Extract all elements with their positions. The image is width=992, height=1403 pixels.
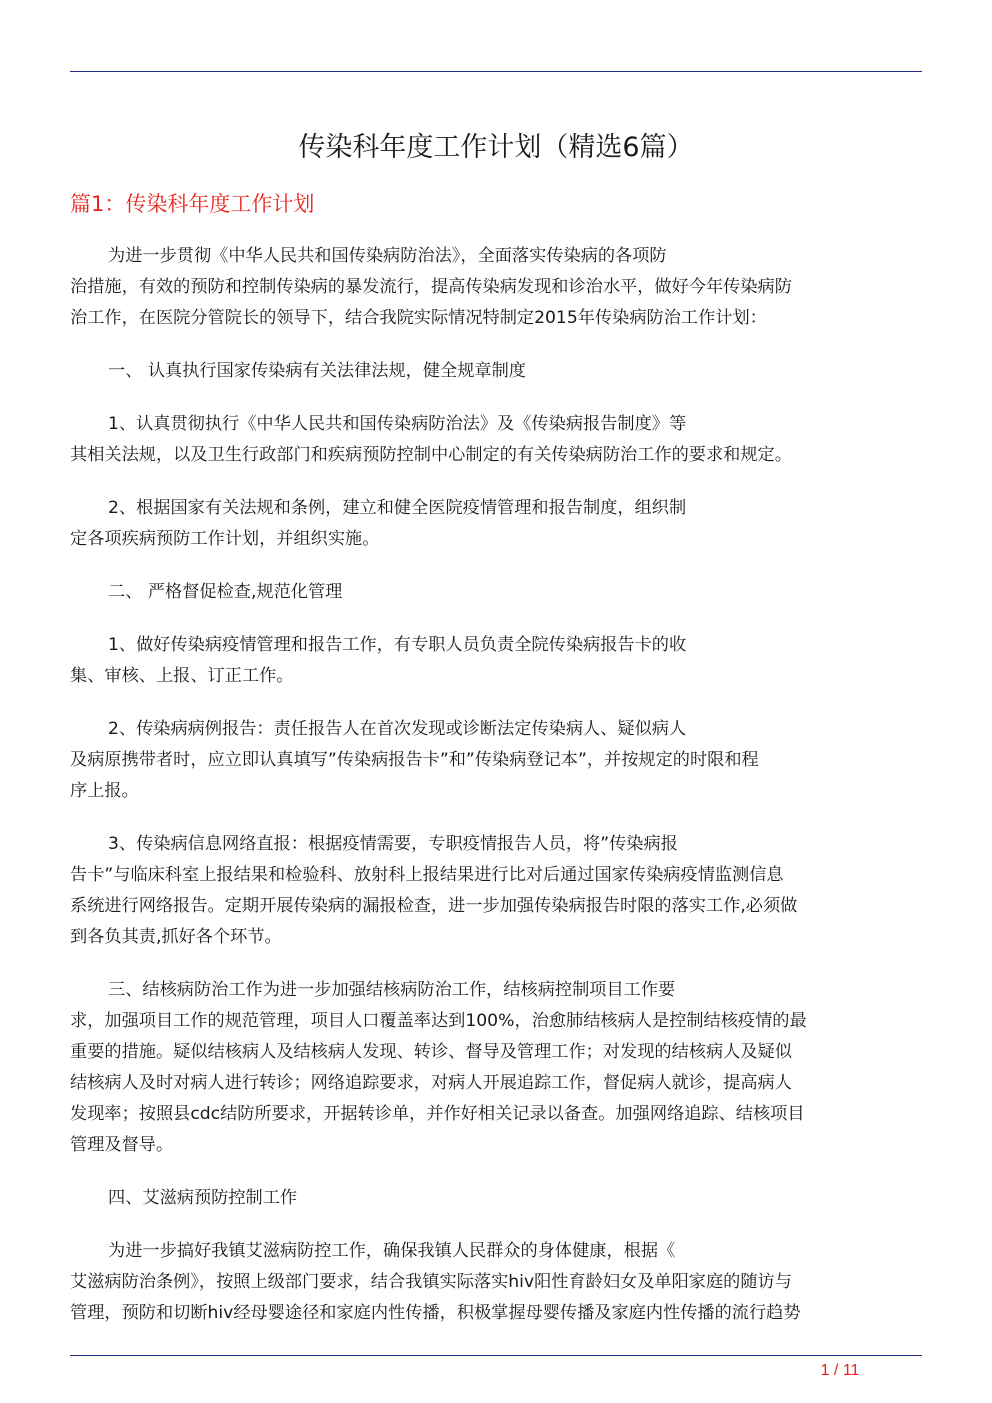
- paragraph-line: 及病原携带者时，应立即认真填写”传染病报告卡”和”传染病登记本”，并按规定的时限和程: [70, 750, 759, 770]
- paragraph-line: 到各负其责,抓好各个环节。: [70, 927, 282, 947]
- paragraph-line: 治措施，有效的预防和控制传染病的暴发流行，提高传染病发现和诊治水平，做好今年传染病防: [70, 277, 792, 297]
- paragraph: [70, 577, 922, 608]
- paragraph: [70, 493, 922, 555]
- paragraph-line: 治工作，在医院分管院长的领导下，结合我院实际情况特制定2015年传染病防治工作计划：: [70, 308, 767, 328]
- paragraph-line: 发现率；按照县cdc结防所要求，开据转诊单，并作好相关记录以备查。加强网络追踪、结核项目: [70, 1104, 805, 1124]
- paragraph-line: 求，加强项目工作的规范管理，项目人口覆盖率达到100%，治愈肺结核病人是控制结核疫情的最: [70, 1011, 807, 1031]
- paragraph-line: 四、艾滋病预防控制工作: [108, 1188, 298, 1208]
- paragraph-line: 管理及督导。: [70, 1135, 174, 1155]
- paragraph: [70, 241, 922, 334]
- paragraph-line: 为进一步贯彻《中华人民共和国传染病防治法》，全面落实传染病的各项防: [108, 246, 667, 266]
- paragraph-line: 三、结核病防治工作为进一步加强结核病防治工作，结核病控制项目工作要: [108, 980, 676, 1000]
- paragraph-line: 重要的措施。疑似结核病人及结核病人发现、转诊、督导及管理工作；对发现的结核病人及疑似: [70, 1042, 792, 1062]
- paragraph-line: 一、 认真执行国家传染病有关法律法规，健全规章制度: [108, 361, 526, 381]
- paragraph: [70, 714, 922, 807]
- paragraph: [70, 630, 922, 692]
- paragraph: [70, 356, 922, 387]
- paragraph-line: 定各项疾病预防工作计划，并组织实施。: [70, 529, 380, 549]
- paragraph-line: 告卡”与临床科室上报结果和检验科、放射科上报结果进行比对后通过国家传染病疫情监测信息: [70, 865, 784, 885]
- paragraph: [70, 975, 922, 1161]
- document-title: 传染科年度工作计划（精选6篇）: [298, 132, 694, 163]
- paragraph-line: 3、传染病信息网络直报：根据疫情需要，专职疫情报告人员，将”传染病报: [108, 834, 678, 854]
- paragraph-line: 系统进行网络报告。定期开展传染病的漏报检查，进一步加强传染病报告时限的落实工作,必须做: [70, 896, 798, 916]
- paragraph-line: 二、 严格督促检查,规范化管理: [108, 582, 343, 602]
- paragraph-line: 序上报。: [70, 781, 139, 801]
- paragraph-line: 2、根据国家有关法规和条例，建立和健全医院疫情管理和报告制度，组织制: [108, 498, 687, 518]
- footer-rule: [70, 1355, 922, 1356]
- header-rule: [70, 71, 922, 72]
- paragraph-line: 其相关法规，以及卫生行政部门和疾病预防控制中心制定的有关传染病防治工作的要求和规定。: [70, 445, 792, 465]
- paragraph-line: 管理，预防和切断hiv经母婴途径和家庭内性传播，积极掌握母婴传播及家庭内性传播的流行趋势: [70, 1303, 801, 1323]
- paragraph: [70, 1183, 922, 1214]
- paragraph: [70, 829, 922, 953]
- page-number: 1 / 11: [820, 1362, 860, 1379]
- paragraph-line: 艾滋病防治条例》，按照上级部门要求，结合我镇实际落实hiv阳性育龄妇女及单阳家庭的随访与: [70, 1272, 792, 1292]
- paragraph-line: 2、传染病病例报告：责任报告人在首次发现或诊断法定传染病人、疑似病人: [108, 719, 687, 739]
- paragraph-line: 集、审核、上报、订正工作。: [70, 666, 294, 686]
- paragraph: [70, 409, 922, 471]
- paragraph-line: 结核病人及时对病人进行转诊；网络追踪要求，对病人开展追踪工作，督促病人就诊，提高病人: [70, 1073, 792, 1093]
- paragraph: [70, 1236, 922, 1329]
- paragraph-line: 为进一步搞好我镇艾滋病防控工作，确保我镇人民群众的身体健康，根据《: [108, 1241, 676, 1261]
- paragraph-line: 1、认真贯彻执行《中华人民共和国传染病防治法》及《传染病报告制度》等: [108, 414, 687, 434]
- section-heading: 篇1：传染科年度工作计划: [70, 192, 315, 216]
- document-body: [70, 241, 922, 1351]
- paragraph-line: 1、做好传染病疫情管理和报告工作，有专职人员负责全院传染病报告卡的收: [108, 635, 687, 655]
